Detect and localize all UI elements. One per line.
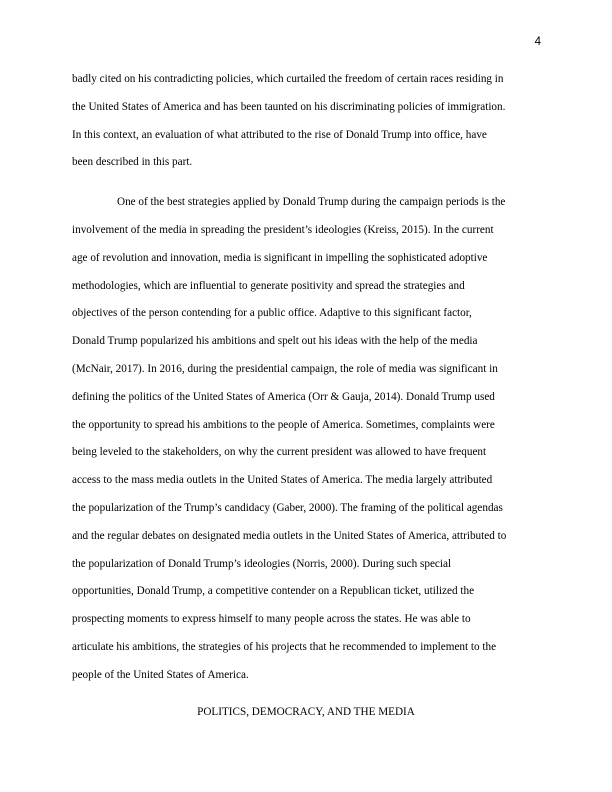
text-line: being leveled to the stakeholders, on why the current president was allowed to have frequent (72, 446, 487, 459)
section-heading: POLITICS, DEMOCRACY, AND THE MEDIA (197, 706, 415, 718)
text-line: prospecting moments to express himself to many people across the states. He was able to (72, 613, 471, 626)
text-line: Donald Trump popularized his ambitions and spelt out his ideas with the help of the media (72, 335, 478, 348)
text-line: objectives of the person contending for a public office. Adaptive to this significant factor, (72, 307, 472, 320)
paragraph-1 (72, 66, 542, 177)
body-text (72, 66, 542, 690)
text-line: One of the best strategies applied by Donald Trump during the campaign periods is the (117, 196, 506, 209)
paragraph-2 (72, 189, 542, 689)
text-line: age of revolution and innovation, media is significant in impelling the sophisticated adoptive (72, 251, 488, 264)
text-line: been described in this part. (72, 156, 193, 169)
text-line: the popularization of Donald Trump’s ideologies (Norris, 2000). During such special (72, 557, 452, 570)
text-line: In this context, an evaluation of what attributed to the rise of Donald Trump into office, have (72, 128, 487, 141)
page-number: 4 (534, 36, 541, 48)
text-line: methodologies, which are influential to generate positivity and spread the strategies and (72, 279, 465, 292)
text-line: defining the politics of the United States of America (Orr & Gauja, 2014). Donald Trump used (72, 390, 495, 403)
text-line: access to the mass media outlets in the United States of America. The media largely attributed (72, 474, 493, 487)
text-line: badly cited on his contradicting policies, which curtailed the freedom of certain races residing in (72, 73, 504, 85)
text-line: the opportunity to spread his ambitions to the people of America. Sometimes, complaints were (72, 418, 495, 431)
text-line: the United States of America and has been taunted on his discriminating policies of immigration. (72, 100, 506, 113)
text-line: involvement of the media in spreading the president’s ideologies (Kreiss, 2015). In the current (72, 223, 494, 236)
text-line: (McNair, 2017). In 2016, during the presidential campaign, the role of media was significant in (72, 362, 498, 375)
paragraph-spacer (72, 177, 542, 189)
text-line: articulate his ambitions, the strategies of his projects that he recommended to implement to the (72, 640, 497, 653)
text-line: opportunities, Donald Trump, a competitive contender on a Republican ticket, utilized the (72, 585, 475, 598)
text-line: and the regular debates on designated media outlets in the United States of America, attributed to (72, 529, 507, 542)
text-line: people of the United States of America. (72, 668, 249, 681)
text-line: the popularization of the Trump’s candidacy (Gaber, 2000). The framing of the political agendas (72, 501, 503, 514)
